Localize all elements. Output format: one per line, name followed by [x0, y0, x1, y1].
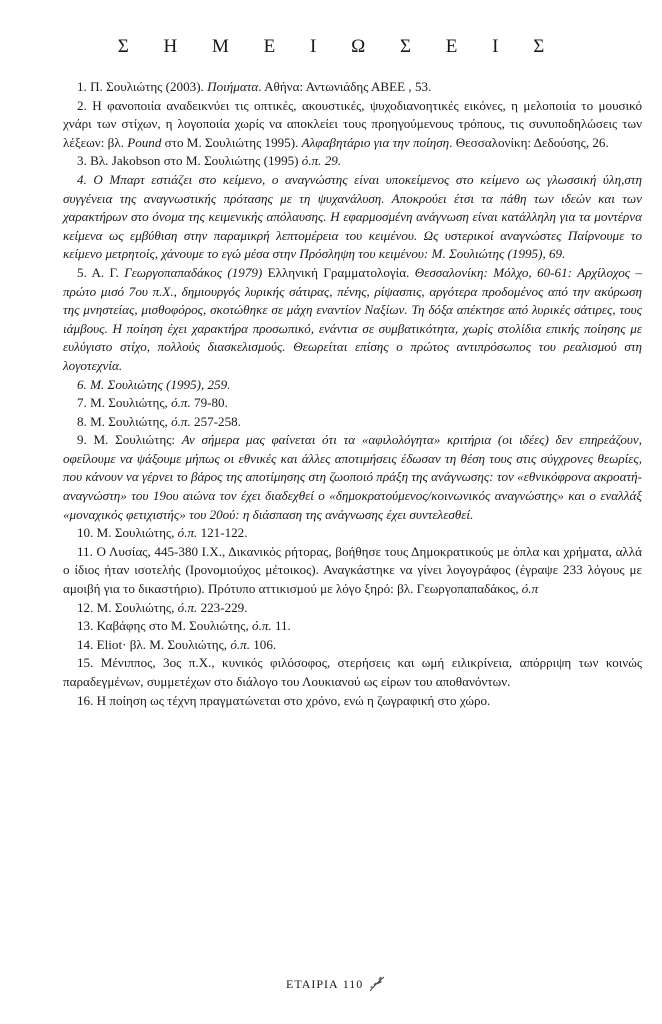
page-footer — [286, 974, 387, 994]
footnote-segment: 11. Ο Λυσίας, 445-380 Ι.Χ., Δικανικός ρήτορας, βοήθησε τους Δημοκρατικούς με όπλα και χρήματα, αλλά ο ίδιος ήταν ισοτελής (Ιρονομιούχος μέτοικος). Αναγκάστηκε να γίνει λογογράφος (έγραψε 233 λόγους με αμοιβή για το δικαστήριο). Πρότυπο αττικισμού με λόγο ξηρό: βλ. Γεωργοπαπαδάκος, — [63, 543, 642, 597]
footnote-segment: 8. Μ. Σουλιώτης, — [77, 413, 172, 429]
footnote-segment: 13. Καβάφης στο Μ. Σουλιώτης, — [77, 618, 253, 634]
footnote-segment: 11. — [271, 618, 291, 634]
footnote-segment: 10. Μ. Σουλιώτης, — [77, 525, 178, 541]
footnote — [63, 376, 642, 395]
footnote-segment: 2. Η φανοποιία αναδεικνύει τις οπτικές, ακουστικές, ψυχοδιανοητικές εικόνες, η μελοποιία το μουσικό χνάρι των στίχων, η λογοποιία χωρίς να αποκλείει τους προηγούμενους τρόπους, τις συνυποδηλώσεις των λέξεων: βλ. — [63, 97, 642, 150]
page-number: 110 — [342, 976, 364, 991]
footnote-segment: 7. Μ. Σουλιώτης, — [77, 395, 172, 411]
footnote-segment: στο Μ. Σουλιώτης 1995). — [161, 134, 302, 150]
footnote-segment: Pound — [127, 134, 162, 150]
footnote-segment: Θεσσαλονίκη: Μόλχο, 60-61: Αρχίλοχος – πρώτο μισό 7ου π.Χ., δημιουργός λυρικής σάτιρας, πένης, ρίψασπις, αργότερα προδομένος από την ακύρωση της μνηστείας, μισθοφόρος, σκοτώθηκε σε μάχη εναντίον Ναξίων. Τη δόξα απέκτησε από λυρικές σάτιρες, τους ιάμβους. Η ποίηση έχει χαρακτήρα προσωπικό, ενάντια σε συμβατικότητα, χωρίς στολίδια επικής ποίησης με ευλύγιστο στίχο, πολλούς διασκελισμούς. Θεωρείται επίσης ο πρώτος αντιπρόσωπος του ρεαλισμού στη λογοτεχνία. — [63, 264, 642, 373]
footnote-segment: 15. Μένιππος, 3ος π.Χ., κυνικός φιλόσοφος, στερήσεις και ωμή ειλικρίνεια, απόρριψη των κοινώς παραδεγμένων, συμμετέχων στο διάλογο του Λουκιανού ως είρων του αποθανόντων. — [63, 655, 642, 689]
footnote-segment: 106. — [249, 636, 277, 652]
footnote — [63, 152, 642, 171]
leaf-sprig-icon — [367, 974, 387, 994]
footnote — [63, 692, 642, 711]
footnote — [63, 413, 642, 432]
footnote-segment: 4. Ο Μπαρτ εστιάζει στο κείμενο, ο αναγνώστης είναι υποκείμενος στο κείμενο ως γλωσσική ύλη,στη συγγένεια της αναγνωστικής πρότασης με τη ψυχανάλυση. Αποκρούει έτσι τα πάθη των ιδεών και των χαρακτήρων στο όνομα της κειμενικής απόλαυσης. Η εφαρμοσμένη ανάγνωση είναι κατάλληλη για τα μοντέρνα κείμενα ως εμβύθιση στην παραμικρή λεπτομέρεια του κειμένου. Ως υστερικοί αναγνώστες Παίρνουμε το κείμενο μετρητοίς, χάνουμε το εγώ μέσα στην Πρόσληψη του κειμένου: Μ. Σουλιώτης (1995), 69. — [63, 171, 642, 262]
footnote — [63, 97, 642, 153]
footnote-segment: ό.π. 29. — [301, 153, 342, 169]
footnote-segment: 121-122. — [197, 525, 248, 541]
footnote-segment: ό.π. — [171, 413, 191, 429]
footnote-segment: ό.π — [521, 581, 539, 597]
footnote-segment: ό.π. — [171, 395, 191, 411]
footnote-segment: ό.π. — [252, 618, 272, 634]
footnote-segment: 5. Α. Γ. — [77, 264, 125, 280]
footnote-segment: ό.π. — [230, 636, 250, 652]
footnote-segment: Αλφαβητάριο για την ποίηση — [301, 134, 450, 150]
footnote — [63, 654, 642, 691]
footnote-segment: Γεωργοπαπαδάκος (1979) — [124, 264, 263, 280]
footnote — [63, 636, 642, 655]
footnote-segment: . Θεσσαλονίκη: Δεδούσης, 26. — [449, 134, 609, 150]
footnote — [63, 524, 642, 543]
footnote-segment: 9. Μ. Σουλιώτης: — [77, 432, 182, 448]
footnote-segment: 223-229. — [197, 599, 248, 615]
footnote — [63, 431, 642, 524]
footnote — [63, 394, 642, 413]
footnote — [63, 171, 642, 264]
footnote-segment: ό.π. — [177, 525, 198, 541]
footnote-segment: Ποιήματα — [207, 79, 259, 94]
footnote-segment: Αν σήμερα μας φαίνεται ότι τα «αφιλολόγητα» κριτήρια (οι ιδέες) δεν επηρεάζουν, οφείλουμε να ψάξουμε μήπως οι εθνικές και άλλες αποτιμήσεις έδωσαν τη θέση τους στις σύγχρονες θεωρίες, που κάνουν να γέρνει το βάρος της αποτίμησης στη ζωοποιό πράξη της ανάγνωσης: τον «εθνικόφρονα ακροατή-αναγνώστη» του 19ου αιώνα τον έχει διαδεχθεί ο «δημοκρατούμενος/κοινωνικός αναγνώστης» και ο εναλλάξ «μοναχικός φετιχιστής» του 20ού: η διάσπαση της ανάγνωσης έχει συντελεσθεί. — [63, 432, 642, 522]
footnote — [63, 78, 642, 97]
footnote-segment: 12. Μ. Σουλιώτης, — [77, 599, 178, 615]
page-title: Σ Η Μ Ε Ι Ω Σ Ε Ι Σ — [117, 36, 560, 57]
footnote-segment: 79-80. — [190, 395, 228, 411]
footnote-segment: 3. Βλ. Jakobson στο Μ. Σουλιώτης (1995) — [77, 153, 302, 169]
notes-list — [63, 78, 642, 710]
footnote — [63, 617, 642, 636]
footnote — [63, 543, 642, 599]
footnote-segment: . Αθήνα: Αντωνιάδης ΑΒΕΕ , 53. — [258, 79, 432, 94]
footnote-segment: 6. Μ. Σουλιώτης (1995), 259. — [77, 376, 231, 392]
footnote-segment: 14. Eliot· βλ. Μ. Σουλιώτης, — [77, 636, 231, 652]
footnote — [63, 264, 642, 376]
footnote — [63, 599, 642, 618]
footnote-segment: Ελληνική Γραμματολογία. — [262, 264, 415, 280]
footnote-segment: 1. Π. Σουλιώτης (2003). — [77, 79, 208, 94]
footnote-segment: 257-258. — [190, 413, 241, 429]
footnote-segment: 16. Η ποίηση ως τέχνη πραγματώνεται στο χρόνο, ενώ η ζωγραφική στο χώρο. — [77, 692, 491, 708]
journal-name: ΕΤΑΙΡΙΑ — [286, 976, 339, 991]
footnote-segment: ό.π. — [177, 599, 198, 615]
